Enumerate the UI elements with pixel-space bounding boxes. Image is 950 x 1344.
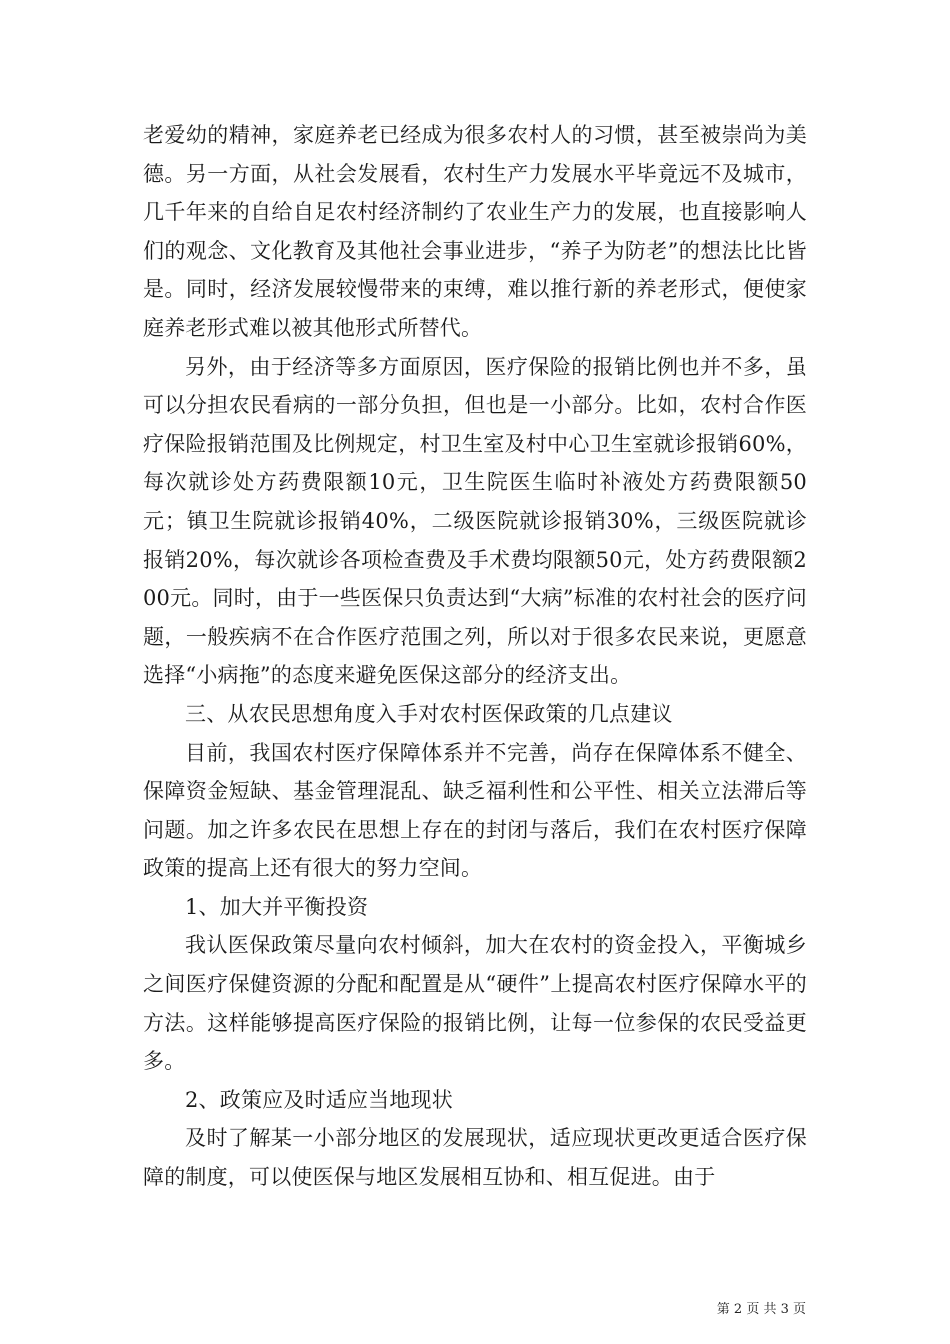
- document-body: [143, 116, 807, 1197]
- paragraph-reimbursement-ratio: 另外，由于经济等多方面原因，医疗保险的报销比例也并不多，虽可以分担农民看病的一部分负担，但也是一小部分。比如，农村合作医疗保险报销范围及比例规定，村卫生室及村中心卫生室就诊报销60%，每次就诊处方药费限额10元，卫生院医生临时补液处方药费限额50元；镇卫生院就诊报销40%，二级医院就诊报销30%，三级医院就诊报销20%，每次就诊各项检查费及手术费均限额50元，处方药费限额200元。同时，由于一些医保只负责达到“大病”标准的农村社会的医疗问题，一般疾病不在合作医疗范围之列，所以对于很多农民来说，更愿意选择“小病拖”的态度来避免医保这部分的经济支出。: [143, 354, 807, 688]
- page-number: 第 2 页 共 3 页: [716, 1302, 806, 1317]
- paragraph-family-elder-care: 老爱幼的精神，家庭养老已经成为很多农村人的习惯，甚至被崇尚为美德。另一方面，从社会发展看，农村生产力发展水平毕竟远不及城市，几千年来的自给自足农村经济制约了农业生产力的发展，也直接影响人们的观念、文化教育及其他社会事业进步，“养子为防老”的想法比比皆是。同时，经济发展较慢带来的束缚，难以推行新的养老形式，便使家庭养老形式难以被其他形式所替代。: [143, 123, 807, 340]
- paragraph-investment: 我认医保政策尽量向农村倾斜，加大在农村的资金投入，平衡城乡之间医疗保健资源的分配和配置是从“硬件”上提高农村医疗保障水平的方法。这样能够提高医疗保险的报销比例，让每一位参保的农民受益更多。: [143, 933, 807, 1074]
- paragraph-local-policy: 及时了解某一小部分地区的发展现状，适应现状更改更适合医疗保障的制度，可以使医保与地区发展相互协和、相互促进。由于: [143, 1126, 807, 1190]
- subheading-local-policy: 2、政策应及时适应当地现状: [185, 1087, 453, 1112]
- section-heading-suggestions: 三、从农民思想角度入手对农村医保政策的几点建议: [185, 701, 673, 726]
- paragraph-current-system: 目前，我国农村医疗保障体系并不完善，尚存在保障体系不健全、保障资金短缺、基金管理混乱、缺乏福利性和公平性、相关立法滞后等问题。加之许多农民在思想上存在的封闭与落后，我们在农村医疗保障政策的提高上还有很大的努力空间。: [143, 740, 807, 881]
- subheading-investment: 1、加大并平衡投资: [185, 894, 369, 919]
